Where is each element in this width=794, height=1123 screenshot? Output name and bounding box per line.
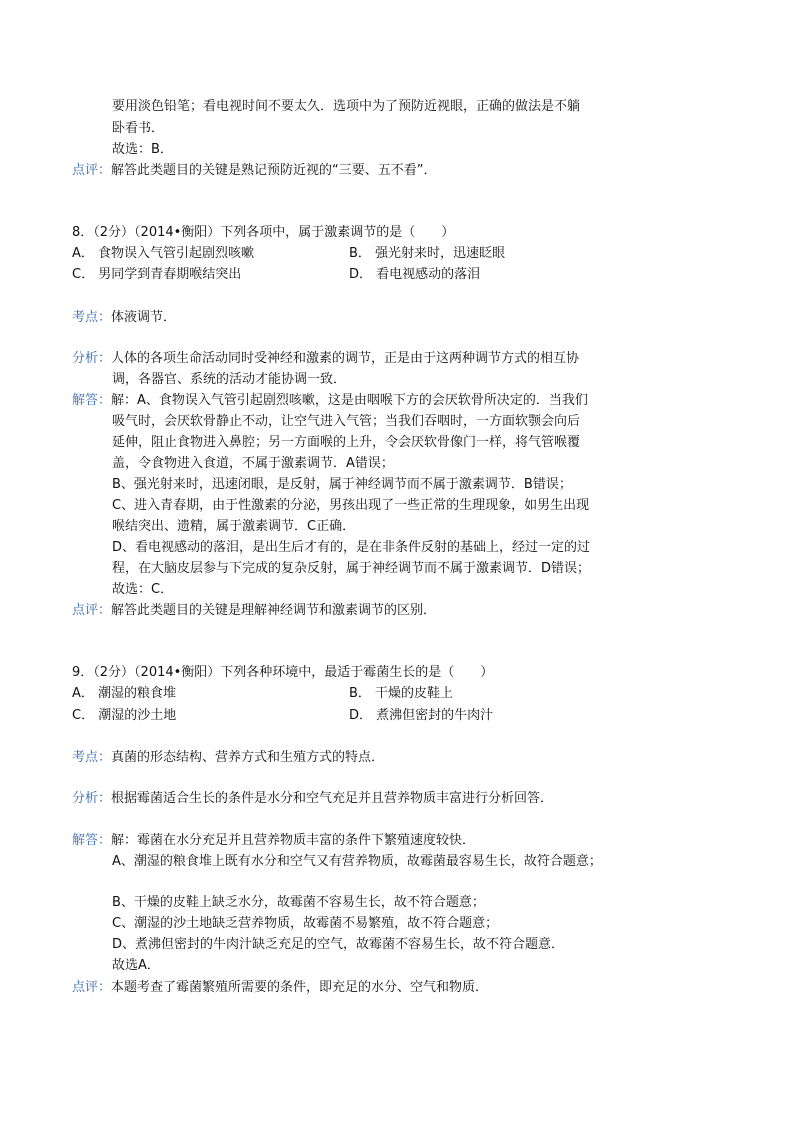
q8-option-b: B． 强光射来时，迅速眨眼: [349, 246, 506, 261]
comment-label: 点评：: [72, 163, 112, 178]
q8-jieda: [72, 392, 588, 410]
jieda-label: 解答：: [72, 833, 112, 848]
prev-comment: [72, 162, 437, 180]
kaodian-label: 考点：: [72, 310, 112, 325]
q8-jieda-line-5: B、强光射来时，迅速闭眼，是反射，属于神经调节而不属于激素调节．B错误；: [112, 477, 572, 492]
q8-jieda-line-10: 故选：C．: [112, 582, 174, 597]
q9-kaodian: [72, 749, 384, 767]
q8-stem: 8．（2分）（2014•衡阳）下列各项中，属于激素调节的是（ ）: [72, 225, 455, 240]
q8-jieda-line-4: 盖，令食物进入食道，不属于激素调节．A错误；: [112, 456, 394, 471]
q9-option-a: A． 潮湿的粮食堆: [72, 686, 177, 701]
q8-jieda-line-8: D、看电视感动的落泪，是出生后才有的，是在非条件反射的基础上，经过一定的过: [112, 540, 591, 555]
fenxi-text: 根据霉菌适合生长的条件是水分和空气充足并且营养物质丰富进行分析回答．: [111, 791, 554, 806]
dianping-label: 点评：: [72, 603, 112, 618]
q9-jieda-line-5: D、煮沸但密封的牛肉汁缺乏充足的空气，故霉菌不容易生长，故不符合题意．: [112, 937, 565, 952]
q9-option-b: B． 干燥的皮鞋上: [349, 686, 454, 701]
kaodian-text: 真菌的形态结构、营养方式和生殖方式的特点．: [111, 750, 385, 765]
fenxi-label: 分析：: [72, 791, 112, 806]
q8-jieda-line-3: 延伸，阻止食物进入鼻腔；另一方面喉的上升，令会厌软骨像门一样，将气管喉覆: [112, 435, 581, 450]
prev-answer-line-3: 故选：B．: [112, 142, 173, 157]
prev-answer-line-1: 要用淡色铅笔；看电视时间不要太久．选项中为了预防近视眼，正确的做法是不躺: [112, 99, 581, 114]
q8-jieda-line-9: 程，在大脑皮层参与下完成的复杂反射，属于神经调节而不属于激素调节．D错误；: [112, 561, 591, 576]
q9-jieda-line-3: B、干燥的皮鞋上缺乏水分，故霉菌不容易生长，故不符合题意；: [112, 895, 485, 910]
q8-jieda-line-6: C、进入青春期，由于性激素的分泌，男孩出现了一些正常的生理现象，如男生出现: [112, 498, 590, 513]
q9-option-d: D． 煮沸但密封的牛肉汁: [349, 708, 494, 723]
kaodian-label: 考点：: [72, 750, 112, 765]
dianping-text: 解答此类题目的关键是理解神经调节和激素调节的区别．: [111, 603, 437, 618]
q9-option-c: C． 潮湿的沙土地: [72, 708, 177, 723]
dianping-text: 本题考查了霉菌繁殖所需要的条件，即充足的水分、空气和物质．: [111, 980, 489, 995]
q9-stem: 9．（2分）（2014•衡阳）下列各种环境中，最适于霉菌生长的是（ ）: [72, 665, 494, 680]
jieda-text: 解：霉菌在水分充足并且营养物质丰富的条件下繁殖速度较快．: [111, 833, 476, 848]
comment-text: 解答此类题目的关键是熟记预防近视的“三要、五不看”．: [111, 163, 437, 178]
fenxi-label: 分析：: [72, 351, 112, 366]
q8-option-a: A． 食物误入气管引起剧烈咳嗽: [72, 246, 255, 261]
prev-answer-line-2: 卧看书．: [112, 121, 165, 136]
q8-jieda-line-2: 吸气时，会厌软骨静止不动，让空气进入气管；当我们吞咽时，一方面软颚会向后: [112, 414, 581, 429]
fenxi-text: 人体的各项生命活动同时受神经和激素的调节，正是由于这两种调节方式的相互协: [111, 351, 580, 366]
q8-jieda-line-7: 喉结突出、遗精，属于激素调节．C正确．: [112, 519, 356, 534]
q9-jieda-line-4: C、潮湿的沙土地缺乏营养物质，故霉菌不易繁殖，故不符合题意；: [112, 916, 499, 931]
kaodian-text: 体液调节．: [111, 310, 177, 325]
q8-fenxi-line-2: 调，各器官、系统的活动才能协调一致．: [112, 372, 347, 387]
q8-dianping: [72, 602, 436, 620]
dianping-label: 点评：: [72, 980, 112, 995]
q8-option-d: D． 看电视感动的落泪: [349, 267, 481, 282]
q9-jieda-line-2: A、潮湿的粮食堆上既有水分和空气又有营养物质，故霉菌最容易生长，故符合题意；: [112, 854, 602, 869]
jieda-text: 解：A、食物误入气管引起剧烈咳嗽，这是由咽喉下方的会厌软骨所决定的．当我们: [111, 393, 588, 408]
q8-kaodian: [72, 309, 176, 327]
q8-fenxi: [72, 350, 579, 368]
q9-jieda-line-6: 故选A．: [112, 958, 160, 973]
jieda-label: 解答：: [72, 393, 112, 408]
q9-fenxi: [72, 790, 553, 808]
q9-jieda: [72, 832, 475, 850]
q8-option-c: C． 男同学到青春期喉结突出: [72, 267, 242, 282]
q9-dianping: [72, 979, 488, 997]
